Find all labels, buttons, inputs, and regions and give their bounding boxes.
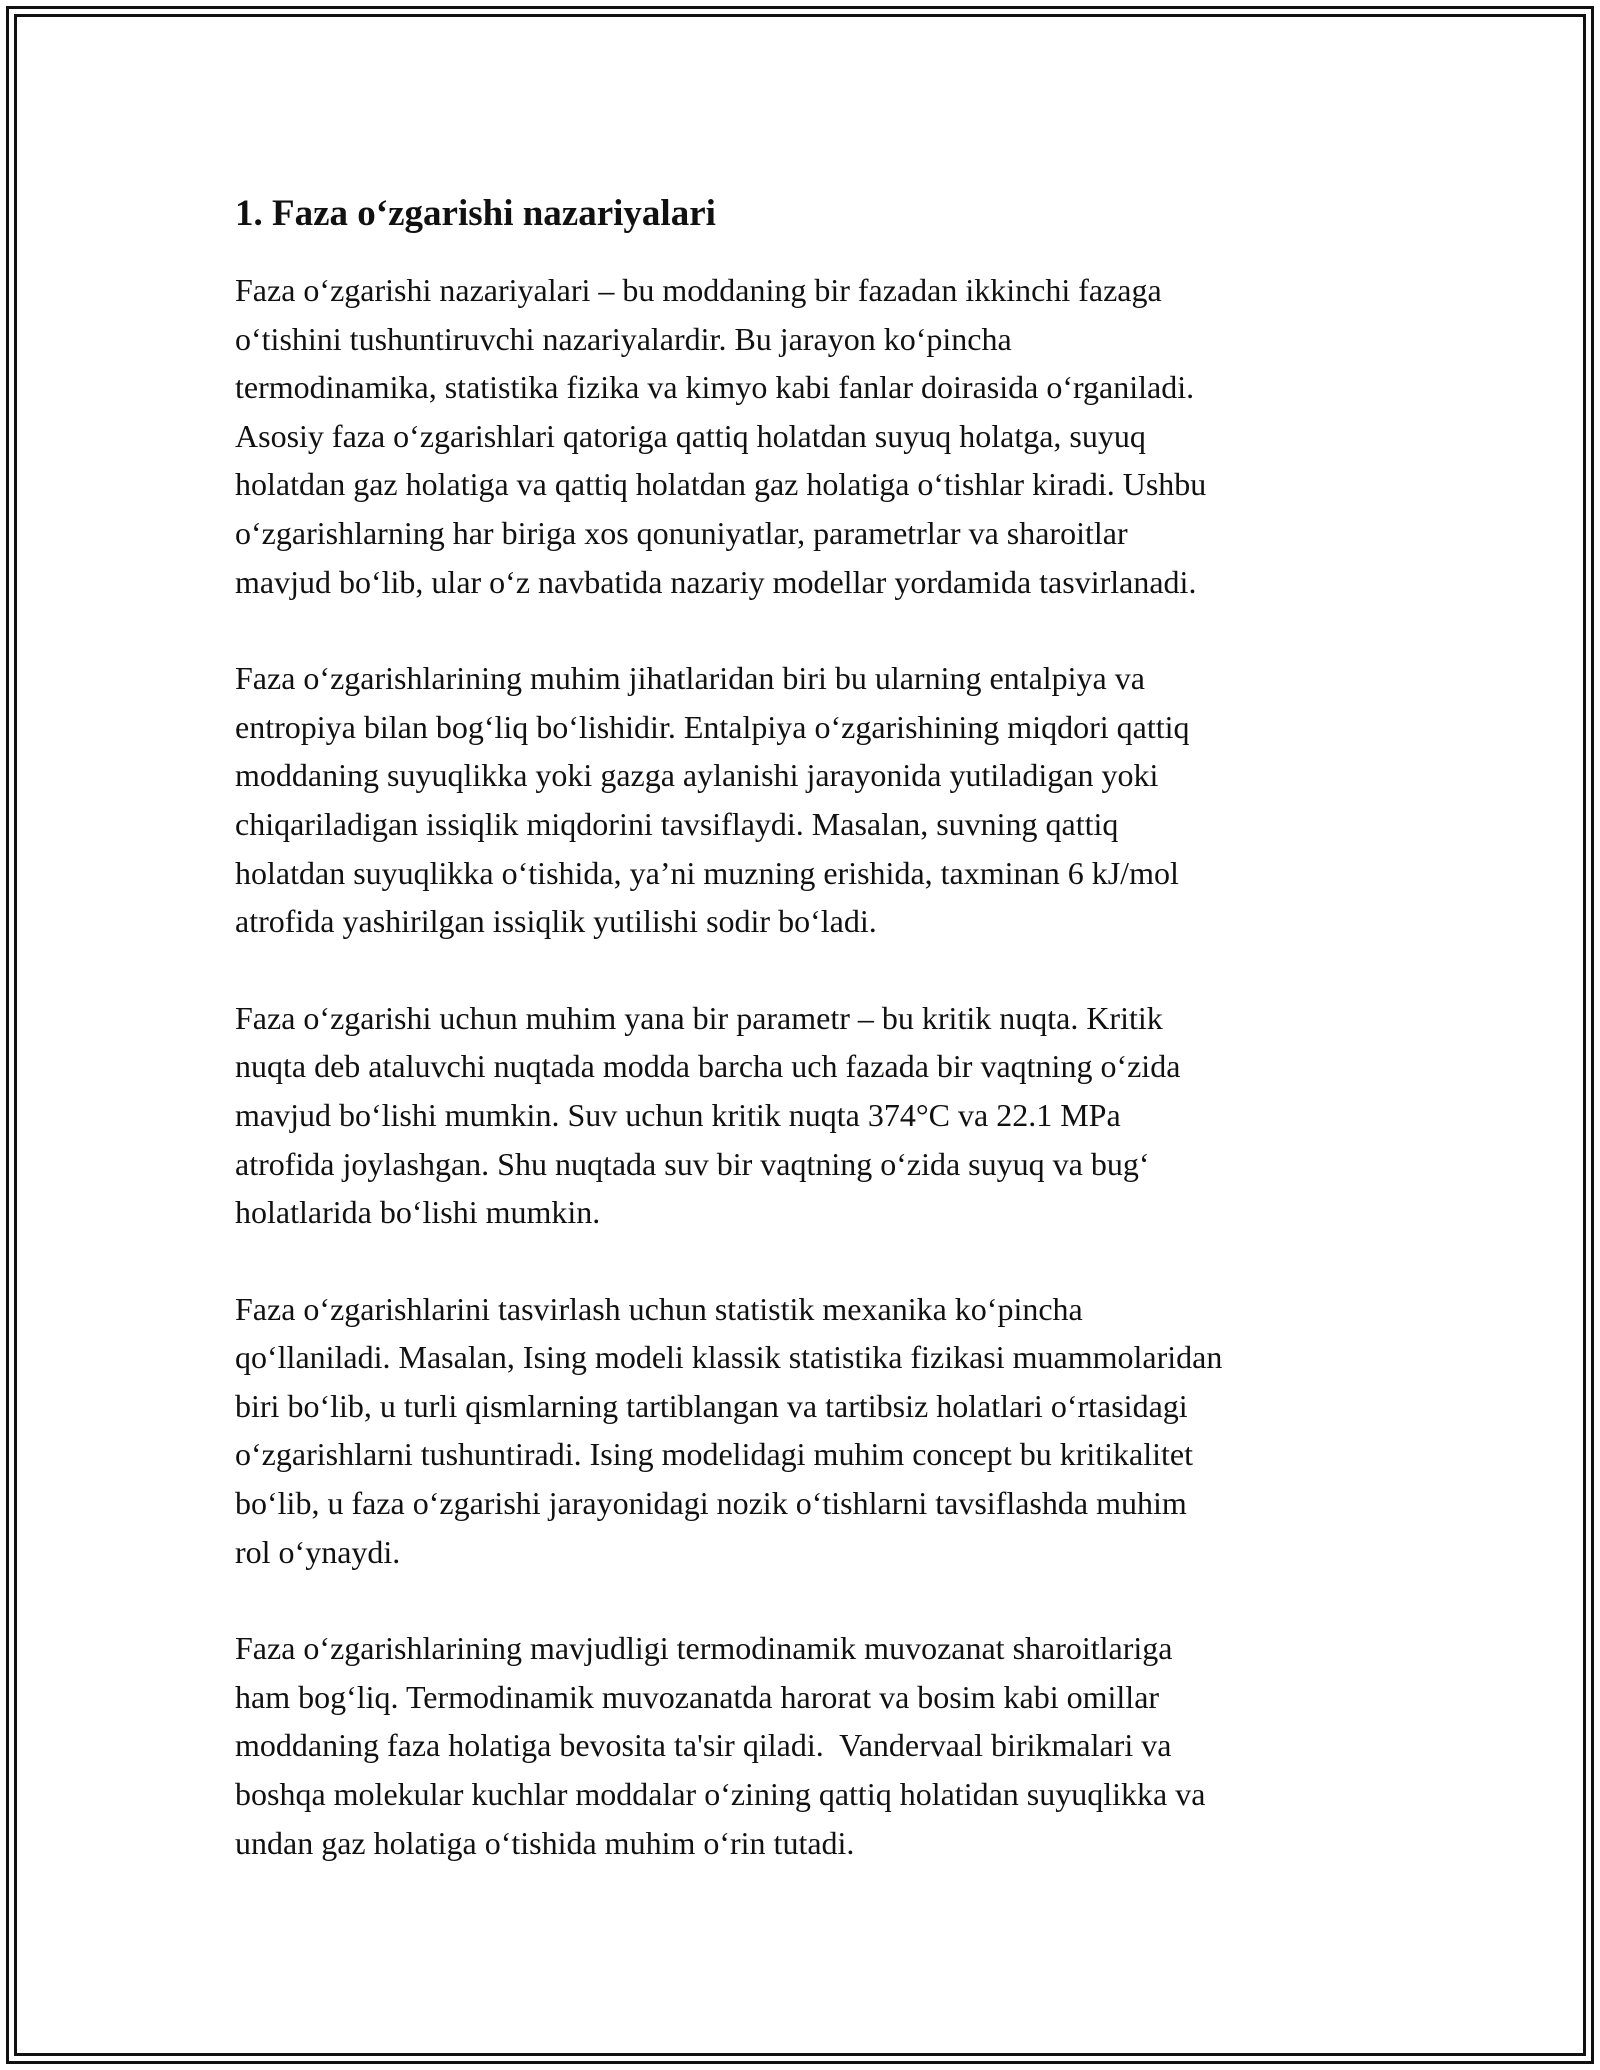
paragraph-line: atrofida joylashgan. Shu nuqtada suv bir vaqtning o‘zida suyuq va bug‘ [235, 1145, 1150, 1182]
paragraph-line: holatdan suyuqlikka o‘tishida, ya’ni muzning erishida, taxminan 6 kJ/mol [235, 854, 1179, 891]
paragraph-line: termodinamika, statistika fizika va kimyo kabi fanlar doirasida o‘rganiladi. [235, 369, 1195, 406]
paragraph-line: o‘zgarishlarning har biriga xos qonuniyatlar, parametrlar va sharoitlar [235, 514, 1128, 551]
section-title: 1. Faza o‘zgarishi nazariyalari [235, 193, 716, 234]
paragraph-line: o‘zgarishlarni tushuntiradi. Ising modelidagi muhim concept bu kritikalitet [235, 1436, 1194, 1473]
paragraph-line: Asosiy faza o‘zgarishlari qatoriga qattiq holatdan suyuq holatga, suyuq [235, 417, 1146, 454]
paragraph-line: holatdan gaz holatiga va qattiq holatdan gaz holatiga o‘tishlar kiradi. Ushbu [235, 466, 1207, 503]
paragraph-line: Faza o‘zgarishlarining muhim jihatlaridan biri bu ularning entalpiya va [235, 660, 1145, 697]
paragraph-line: mavjud bo‘lib, ular o‘z navbatida nazariy modellar yordamida tasvirlanadi. [235, 563, 1197, 600]
paragraph-line: mavjud bo‘lishi mumkin. Suv uchun kritik nuqta 374°C va 22.1 MPa [235, 1096, 1121, 1133]
paragraph [235, 1285, 1375, 1577]
paragraph-line: rol o‘ynaydi. [235, 1533, 401, 1570]
paragraph-line: qo‘llaniladi. Masalan, Ising modeli klassik statistika fizikasi muammolaridan [235, 1339, 1223, 1376]
paragraph [235, 266, 1375, 606]
paragraph-line: ham bog‘liq. Termodinamik muvozanatda harorat va bosim kabi omillar [235, 1678, 1160, 1715]
paragraph [235, 654, 1375, 946]
document-body [235, 186, 1375, 1915]
paragraph-line: boshqa molekular kuchlar moddalar o‘zining qattiq holatidan suyuqlikka va [235, 1776, 1206, 1813]
paragraph-line: nuqta deb ataluvchi nuqtada modda barcha uch fazada bir vaqtning o‘zida [235, 1048, 1181, 1085]
paragraph-line: Faza o‘zgarishlarini tasvirlash uchun statistik mexanika ko‘pincha [235, 1290, 1083, 1327]
paragraph-line: chiqariladigan issiqlik miqdorini tavsiflaydi. Masalan, suvning qattiq [235, 805, 1119, 842]
paragraph-line: moddaning faza holatiga bevosita ta'sir qiladi. Vandervaal birikmalari va [235, 1727, 1172, 1764]
paragraph-line: Faza o‘zgarishi uchun muhim yana bir parametr – bu kritik nuqta. Kritik [235, 999, 1163, 1036]
paragraph-line: Faza o‘zgarishi nazariyalari – bu moddaning bir fazadan ikkinchi fazaga [235, 272, 1162, 308]
paragraph-line: Faza o‘zgarishlarining mavjudligi termodinamik muvozanat sharoitlariga [235, 1630, 1173, 1667]
paragraph-line: holatlarida bo‘lishi mumkin. [235, 1194, 601, 1231]
paragraph-list [235, 266, 1375, 1867]
paragraph-line: bo‘lib, u faza o‘zgarishi jarayonidagi nozik o‘tishlarni tavsiflashda muhim [235, 1485, 1187, 1522]
paragraph-line: biri bo‘lib, u turli qismlarning tartiblangan va tartibsiz holatlari o‘rtasidagi [235, 1387, 1188, 1424]
paragraph-line: undan gaz holatiga o‘tishida muhim o‘rin tutadi. [235, 1824, 855, 1861]
paragraph-line: o‘tishini tushuntiruvchi nazariyalardir. Bu jarayon ko‘pincha [235, 320, 1012, 357]
paragraph [235, 994, 1375, 1237]
paragraph [235, 1624, 1375, 1867]
paragraph-line: entropiya bilan bog‘liq bo‘lishidir. Entalpiya o‘zgarishining miqdori qattiq [235, 708, 1190, 745]
paragraph-line: moddaning suyuqlikka yoki gazga aylanishi jarayonida yutiladigan yoki [235, 757, 1159, 794]
paragraph-line: atrofida yashirilgan issiqlik yutilishi sodir bo‘ladi. [235, 903, 877, 940]
